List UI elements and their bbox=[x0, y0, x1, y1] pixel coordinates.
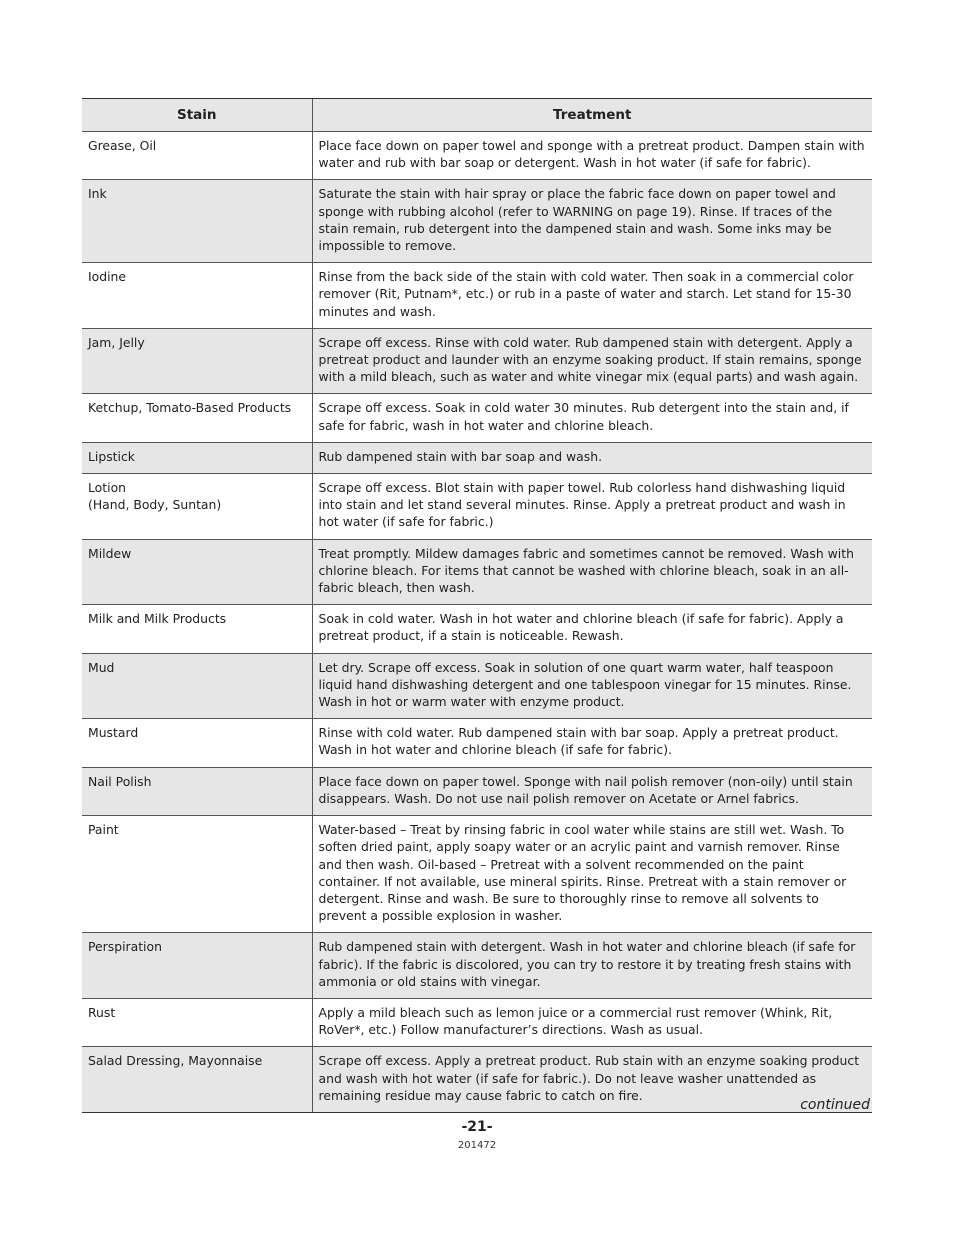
table-row bbox=[82, 442, 872, 473]
stain-name-cell: Paint bbox=[82, 816, 312, 933]
treatment-cell: Treat promptly. Mildew damages fabric and sometimes cannot be removed. Wash with chlorine bleach. For items that cannot be washed with chlorine bleach, soak in an all-fabric bleach, then wash. bbox=[312, 539, 872, 605]
treatment-cell: Scrape off excess. Rinse with cold water. Rub dampened stain with detergent. Apply a pretreat product and launder with an enzyme soaking product. If stain remains, sponge with a mild bleach, such as water and white vinegar mix (equal parts) and wash again. bbox=[312, 328, 872, 394]
treatment-cell: Rinse with cold water. Rub dampened stain with bar soap. Apply a pretreat product. Wash in hot water and chlorine bleach (if safe for fabric). bbox=[312, 719, 872, 767]
stain-name-cell: Perspiration bbox=[82, 933, 312, 999]
stain-column-header: Stain bbox=[82, 99, 312, 132]
table-row bbox=[82, 394, 872, 442]
treatment-cell: Scrape off excess. Blot stain with paper towel. Rub colorless hand dishwashing liquid into stain and let stand several minutes. Rinse. Apply a pretreat product and wash in hot water (if safe for fabric.) bbox=[312, 474, 872, 540]
table-row bbox=[82, 263, 872, 329]
page-number: -21- bbox=[461, 1119, 493, 1135]
treatment-cell: Soak in cold water. Wash in hot water and chlorine bleach (if safe for fabric). Apply a pretreat product, if a stain is noticeable. Rewash. bbox=[312, 605, 872, 653]
treatment-cell: Scrape off excess. Apply a pretreat product. Rub stain with an enzyme soaking product and wash with hot water (if safe for fabric.). Do not leave washer unattended as remaining residue may cause fabric to catch on fire. bbox=[312, 1047, 872, 1113]
stain-name-cell: Lipstick bbox=[82, 442, 312, 473]
stain-name-cell: Lotion (Hand, Body, Suntan) bbox=[82, 474, 312, 540]
stain-treatment-table bbox=[82, 98, 872, 1113]
stain-name-cell: Mildew bbox=[82, 539, 312, 605]
treatment-cell: Place face down on paper towel and sponge with a pretreat product. Dampen stain with water and rub with bar soap or detergent. Wash in hot water (if safe for fabric). bbox=[312, 132, 872, 180]
table-row bbox=[82, 1047, 872, 1113]
treatment-cell: Rub dampened stain with detergent. Wash in hot water and chlorine bleach (if safe for fabric). If the fabric is discolored, you can try to restore it by treating fresh stains with ammonia or old stains with vinegar. bbox=[312, 933, 872, 999]
treatment-cell: Rinse from the back side of the stain with cold water. Then soak in a commercial color remover (Rit, Putnam*, etc.) or rub in a paste of water and starch. Let stand for 15-30 minutes and wash. bbox=[312, 263, 872, 329]
table-row bbox=[82, 816, 872, 933]
treatment-cell: Place face down on paper towel. Sponge with nail polish remover (non-oily) until stain disappears. Wash. Do not use nail polish remover on Acetate or Arnel fabrics. bbox=[312, 767, 872, 815]
stain-name-cell: Nail Polish bbox=[82, 767, 312, 815]
table-row bbox=[82, 328, 872, 394]
stain-name-cell: Ketchup, Tomato-Based Products bbox=[82, 394, 312, 442]
continued-label: continued bbox=[800, 1097, 870, 1113]
treatment-cell: Apply a mild bleach such as lemon juice or a commercial rust remover (Whink, Rit, RoVer*, etc.) Follow manufacturer’s directions. Wash as usual. bbox=[312, 998, 872, 1046]
treatment-cell: Rub dampened stain with bar soap and wash. bbox=[312, 442, 872, 473]
stain-name-cell: Jam, Jelly bbox=[82, 328, 312, 394]
table-header-row bbox=[82, 99, 872, 132]
treatment-cell: Scrape off excess. Soak in cold water 30 minutes. Rub detergent into the stain and, if safe for fabric, wash in hot water and chlorine bleach. bbox=[312, 394, 872, 442]
stain-name-cell: Salad Dressing, Mayonnaise bbox=[82, 1047, 312, 1113]
stain-table-body bbox=[82, 132, 872, 1113]
table-row bbox=[82, 653, 872, 719]
stain-name-cell: Mud bbox=[82, 653, 312, 719]
stain-name-cell: Milk and Milk Products bbox=[82, 605, 312, 653]
treatment-cell: Saturate the stain with hair spray or place the fabric face down on paper towel and sponge with rubbing alcohol (refer to WARNING on page 19). Rinse. If traces of the stain remain, rub detergent into the dampened stain and wash. Some inks may be impossible to remove. bbox=[312, 180, 872, 263]
stain-name-cell: Ink bbox=[82, 180, 312, 263]
table-row bbox=[82, 474, 872, 540]
stain-name-cell: Rust bbox=[82, 998, 312, 1046]
table-row bbox=[82, 933, 872, 999]
treatment-cell: Water-based – Treat by rinsing fabric in cool water while stains are still wet. Wash. To soften dried paint, apply soapy water or an acrylic paint and varnish remover. Rinse and then wash. Oil-based – Pretreat with a solvent recommended on the paint container. If not available, use mineral spirits. Rinse. Pretreat with a stain remover or detergent. Rinse and wash. Be sure to thoroughly rinse to remove all solvents to prevent a possible explosion in washer. bbox=[312, 816, 872, 933]
table-row bbox=[82, 719, 872, 767]
table-row bbox=[82, 132, 872, 180]
table-row bbox=[82, 998, 872, 1046]
treatment-column-header: Treatment bbox=[312, 99, 872, 132]
stain-name-cell: Iodine bbox=[82, 263, 312, 329]
table-row bbox=[82, 180, 872, 263]
table-row bbox=[82, 605, 872, 653]
treatment-cell: Let dry. Scrape off excess. Soak in solution of one quart warm water, half teaspoon liquid hand dishwashing detergent and one tablespoon vinegar for 15 minutes. Rinse. Wash in hot or warm water with enzyme product. bbox=[312, 653, 872, 719]
document-code: 201472 bbox=[457, 1140, 497, 1151]
table-row bbox=[82, 767, 872, 815]
stain-name-cell: Mustard bbox=[82, 719, 312, 767]
table-row bbox=[82, 539, 872, 605]
stain-name-cell: Grease, Oil bbox=[82, 132, 312, 180]
